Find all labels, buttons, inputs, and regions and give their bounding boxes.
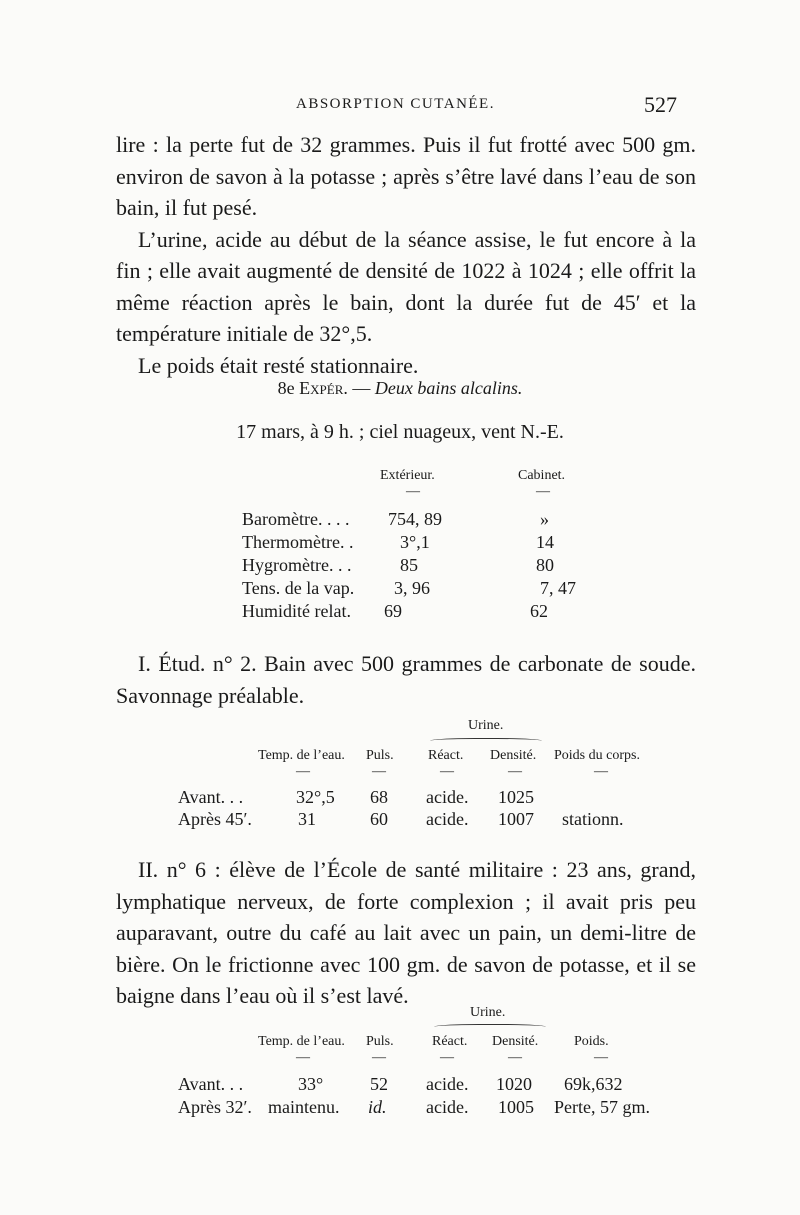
row-label: Thermomètre. . [242, 532, 354, 552]
header-dash: — [296, 764, 310, 779]
page-header [0, 92, 800, 124]
row-label: Tens. de la vap. [242, 578, 355, 598]
header-dash: — [508, 764, 522, 779]
experiment-title: Deux bains alcalins. [374, 378, 523, 398]
cell-react: acide. [426, 787, 469, 807]
row-label: Hygromètre. . . [242, 555, 352, 575]
column-header-puls: Puls. [366, 748, 394, 763]
cell-exterieur: 85 [400, 555, 418, 575]
column-header-puls: Puls. [366, 1034, 394, 1049]
header-dash: — [594, 764, 608, 779]
experiment-heading [0, 378, 800, 399]
cell-cabinet: 80 [536, 555, 554, 575]
column-header-react: Réact. [428, 748, 464, 763]
cell-react: acide. [426, 809, 469, 829]
cell-poids: Perte, 57 gm. [554, 1097, 650, 1117]
row-label: Baromètre. . . . [242, 509, 350, 529]
header-dash: — [594, 1050, 608, 1065]
row-label: Après 45′. [178, 809, 252, 829]
cell-exterieur: 754, 89 [388, 509, 442, 529]
cell-poids: stationn. [562, 809, 624, 829]
row-label: Après 32′. [178, 1097, 252, 1117]
cell-puls: 60 [370, 809, 388, 829]
cell-react: acide. [426, 1074, 469, 1094]
cell-densite: 1025 [498, 787, 534, 807]
cell-puls: 52 [370, 1074, 388, 1094]
cell-exterieur: 69 [384, 601, 402, 621]
urine-label: Urine. [470, 1005, 506, 1020]
page-number: 527 [644, 92, 677, 117]
cell-cabinet: 14 [536, 532, 554, 552]
urine-brace [434, 1024, 546, 1031]
header-dash: — [508, 1050, 522, 1065]
cell-puls: 68 [370, 787, 388, 807]
urine-brace [430, 738, 542, 745]
cell-exterieur: 3, 96 [394, 578, 430, 598]
cell-temp: 33° [298, 1074, 324, 1094]
column-header-cabinet: Cabinet. [518, 468, 566, 483]
column-header-poids: Poids. [574, 1034, 609, 1049]
row-label: Avant. . . [178, 787, 244, 807]
column-header-temp: Temp. de l’eau. [258, 1034, 345, 1049]
cell-react: acide. [426, 1097, 469, 1117]
header-dash: — [296, 1050, 310, 1065]
section-2-text [116, 854, 696, 1012]
cell-poids: 69k,632 [564, 1074, 623, 1094]
cell-cabinet: 62 [530, 601, 548, 621]
running-title: ABSORPTION CUTANÉE. [296, 96, 495, 112]
experiment-label: Expér. [299, 378, 348, 398]
cell-temp: 31 [298, 809, 316, 829]
experiment-number: 8e [277, 378, 295, 398]
cell-puls: id. [368, 1097, 387, 1117]
header-dash: — [440, 1050, 454, 1065]
column-header-temp: Temp. de l’eau. [258, 748, 345, 763]
section-1-text [116, 648, 696, 711]
paragraph: I. Étud. n° 2. Bain avec 500 grammes de carbonate de soude. Savonnage préalable. [116, 651, 696, 708]
header-dash: — [536, 484, 550, 499]
cell-cabinet: » [540, 509, 549, 529]
cell-exterieur: 3°,1 [400, 532, 430, 552]
cell-densite: 1005 [498, 1097, 534, 1117]
paragraph: L’urine, acide au début de la séance assise, le fut encore à la fin ; elle avait augmenté de densité de 1022 à 1024 ; elle offrit la même réaction après le bain, dont la durée fut de 45′ et la température initiale de 32°,5. [116, 226, 696, 346]
row-label: Humidité relat. [242, 601, 351, 621]
paragraph: II. n° 6 : élève de l’École de santé militaire : 23 ans, grand, lymphatique nerveux, de forte complexion ; il avait pris peu auparavant, outre du café au lait avec un pain, un demi-litre de bière. On le frictionne avec 100 gm. de savon de potasse, et il se baigne dans l’eau où il s’est lavé. [116, 857, 696, 1008]
header-dash: — [372, 1050, 386, 1065]
paragraph: Le poids était resté stationnaire. [138, 352, 419, 378]
weather-line: 17 mars, à 9 h. ; ciel nuageux, vent N.-E. [236, 421, 564, 443]
header-dash: — [440, 764, 454, 779]
column-header-poids: Poids du corps. [554, 748, 640, 763]
column-header-exterieur: Extérieur. [380, 468, 435, 483]
cell-temp: maintenu. [268, 1097, 340, 1117]
cell-densite: 1007 [498, 809, 534, 829]
row-label: Avant. . . [178, 1074, 244, 1094]
cell-densite: 1020 [496, 1074, 532, 1094]
experiment-separator: — [352, 378, 371, 398]
paragraph: lire : la perte fut de 32 grammes. Puis il fut frotté avec 500 gm. environ de savon à la potasse ; après s’être lavé dans l’eau de son bain, il fut pesé. [116, 132, 696, 220]
header-dash: — [372, 764, 386, 779]
column-header-densite: Densité. [490, 748, 537, 763]
cell-cabinet: 7, 47 [540, 578, 576, 598]
cell-temp: 32°,5 [296, 787, 335, 807]
column-header-react: Réact. [432, 1034, 468, 1049]
column-header-densite: Densité. [492, 1034, 539, 1049]
urine-label: Urine. [468, 718, 504, 733]
opening-text [116, 129, 696, 381]
header-dash: — [406, 484, 420, 499]
